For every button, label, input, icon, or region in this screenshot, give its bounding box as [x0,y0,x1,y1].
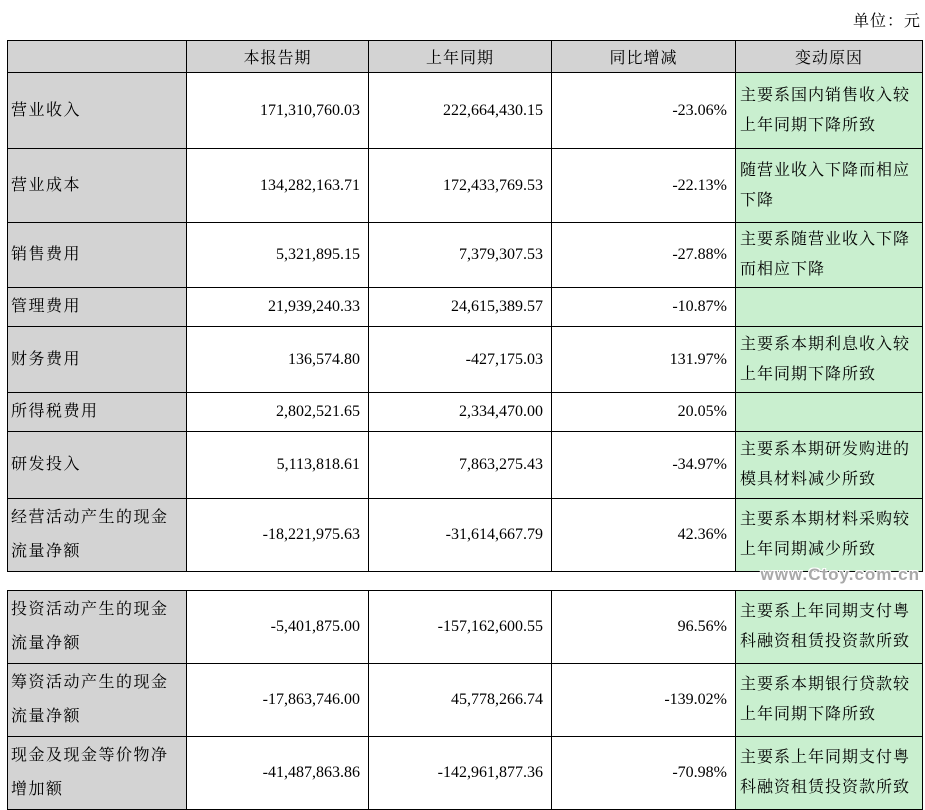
row-change-reason: 主要系上年同期支付粤科融资租赁投资款所致 [736,737,923,810]
row-prior-value: 24,615,389.57 [369,288,552,327]
row-change-value: -139.02% [552,664,736,737]
row-change-reason: 主要系本期研发购进的模具材料减少所致 [736,432,923,499]
row-item-label: 营业成本 [8,149,187,223]
row-change-value: 131.97% [552,327,736,393]
row-current-value: 2,802,521.65 [187,393,369,432]
unit-label: 单位：元 [852,13,921,30]
row-item-label: 销售费用 [8,223,187,288]
row-change-reason: 主要系随营业收入下降而相应下降 [736,223,923,288]
row-change-reason [736,288,923,327]
row-change-reason: 主要系本期银行贷款较上年同期下降所致 [736,664,923,737]
row-change-value: -23.06% [552,73,736,149]
row-current-value: -18,221,975.63 [187,499,369,572]
row-prior-value: 45,778,266.74 [369,664,552,737]
row-item-label: 财务费用 [8,327,187,393]
row-prior-value: -427,175.03 [369,327,552,393]
row-change-value: -27.88% [552,223,736,288]
row-change-reason: 随营业收入下降而相应下降 [736,149,923,223]
row-current-value: -5,401,875.00 [187,591,369,664]
row-current-value: -17,863,746.00 [187,664,369,737]
header-item [8,41,187,73]
row-current-value: 171,310,760.03 [187,73,369,149]
financial-table-section-1 [7,40,923,572]
row-prior-value: 7,863,275.43 [369,432,552,499]
row-item-label: 经营活动产生的现金流量净额 [8,499,187,572]
table-header-row [8,41,923,73]
row-change-value: -34.97% [552,432,736,499]
row-change-value: -10.87% [552,288,736,327]
row-change-value: -22.13% [552,149,736,223]
row-change-value: 20.05% [552,393,736,432]
row-change-value: -70.98% [552,737,736,810]
header-prior-period: 上年同期 [369,41,552,73]
header-change-reason: 变动原因 [736,41,923,73]
financial-comparison-table [7,40,922,810]
row-current-value: 5,321,895.15 [187,223,369,288]
row-prior-value: -157,162,600.55 [369,591,552,664]
row-current-value: -41,487,863.86 [187,737,369,810]
table-row [8,73,923,149]
row-change-reason [736,393,923,432]
table-row [8,223,923,288]
header-yoy-change: 同比增减 [552,41,736,73]
table-row [8,591,923,664]
row-prior-value: 7,379,307.53 [369,223,552,288]
row-item-label: 投资活动产生的现金流量净额 [8,591,187,664]
row-change-reason: 主要系国内销售收入较上年同期下降所致 [736,73,923,149]
row-current-value: 136,574.80 [187,327,369,393]
row-change-value: 42.36% [552,499,736,572]
row-prior-value: 222,664,430.15 [369,73,552,149]
row-item-label: 研发投入 [8,432,187,499]
row-prior-value: 172,433,769.53 [369,149,552,223]
table-row [8,288,923,327]
table-row [8,432,923,499]
watermark-text: www.Ctoy.com.cn [760,565,920,584]
table-row [8,393,923,432]
row-current-value: 134,282,163.71 [187,149,369,223]
table-row [8,664,923,737]
row-change-reason: 主要系本期利息收入较上年同期下降所致 [736,327,923,393]
row-current-value: 21,939,240.33 [187,288,369,327]
financial-table-section-2 [7,590,923,810]
row-change-reason: 主要系上年同期支付粤科融资租赁投资款所致 [736,591,923,664]
row-prior-value: -142,961,877.36 [369,737,552,810]
row-item-label: 所得税费用 [8,393,187,432]
header-current-period: 本报告期 [187,41,369,73]
row-item-label: 管理费用 [8,288,187,327]
row-item-label: 筹资活动产生的现金流量净额 [8,664,187,737]
row-item-label: 现金及现金等价物净增加额 [8,737,187,810]
table-row [8,327,923,393]
table-row [8,499,923,572]
row-prior-value: 2,334,470.00 [369,393,552,432]
table-row [8,737,923,810]
row-current-value: 5,113,818.61 [187,432,369,499]
table-section-gap [7,565,922,590]
row-item-label: 营业收入 [8,73,187,149]
row-change-reason: 主要系本期材料采购较上年同期减少所致 [736,499,923,572]
row-change-value: 96.56% [552,591,736,664]
row-prior-value: -31,614,667.79 [369,499,552,572]
table-row [8,149,923,223]
